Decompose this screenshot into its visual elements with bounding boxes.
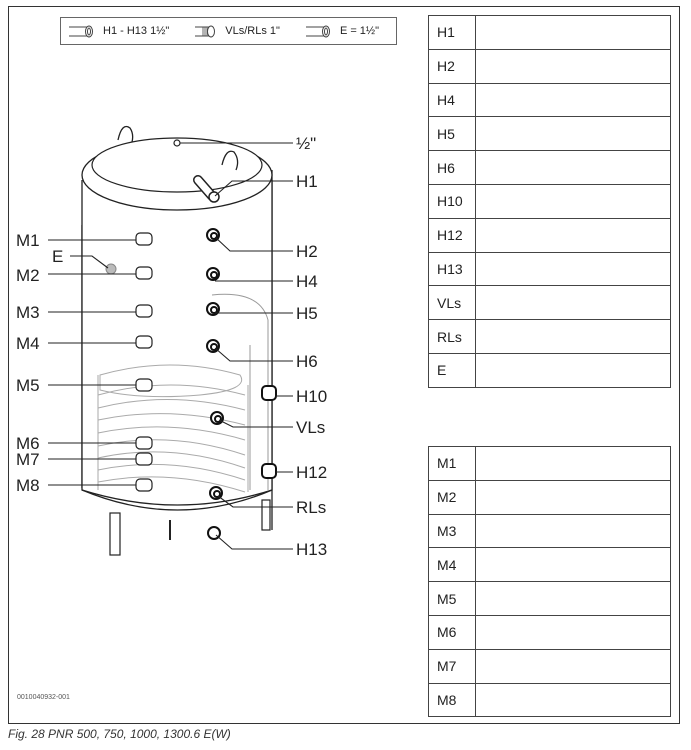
table-row	[429, 615, 671, 649]
legend-item-e	[306, 24, 379, 38]
table-row	[429, 480, 671, 514]
row-value-field[interactable]	[475, 480, 670, 514]
sensors-table	[428, 446, 671, 717]
row-key: H4	[429, 83, 476, 117]
pipe-thread-coarse-icon	[69, 24, 95, 38]
label-vls: VLs	[296, 418, 326, 437]
table-row	[429, 252, 671, 286]
table-row	[429, 184, 671, 218]
table-row	[429, 286, 671, 320]
figure-caption: Fig. 28 PNR 500, 750, 1000, 1300.6 E(W)	[8, 727, 231, 741]
row-key: M7	[429, 649, 476, 683]
row-key: H10	[429, 184, 476, 218]
pipe-thread-coarse-icon	[306, 24, 332, 38]
row-key: M5	[429, 582, 476, 616]
label-h4: H4	[296, 272, 318, 291]
e-socket	[106, 264, 116, 274]
connections-table	[428, 15, 671, 388]
row-key: H1	[429, 16, 476, 50]
table-row	[429, 151, 671, 185]
table-row	[429, 649, 671, 683]
table-row	[429, 83, 671, 117]
label-h2: H2	[296, 242, 318, 261]
table-row	[429, 218, 671, 252]
row-value-field[interactable]	[475, 447, 670, 481]
table-row	[429, 548, 671, 582]
row-value-field[interactable]	[475, 649, 670, 683]
row-key: H12	[429, 218, 476, 252]
row-key: RLs	[429, 320, 476, 354]
label-half-inch: ½"	[296, 134, 317, 153]
label-m6: M6	[16, 434, 40, 453]
label-m2: M2	[16, 266, 40, 285]
table-row	[429, 49, 671, 83]
label-e: E	[52, 247, 64, 266]
row-value-field[interactable]	[475, 117, 670, 151]
label-m7: M7	[16, 450, 40, 469]
row-value-field[interactable]	[475, 16, 670, 50]
label-h10: H10	[296, 387, 328, 406]
row-key: M6	[429, 615, 476, 649]
row-key: M1	[429, 447, 476, 481]
row-key: M8	[429, 683, 476, 717]
table-row	[429, 582, 671, 616]
label-m8: M8	[16, 476, 40, 495]
table-row	[429, 320, 671, 354]
tank-body	[82, 127, 272, 556]
row-key: M2	[429, 480, 476, 514]
storage-tank-diagram	[8, 50, 408, 570]
row-key: H6	[429, 151, 476, 185]
row-value-field[interactable]	[475, 548, 670, 582]
label-m4: M4	[16, 334, 40, 353]
label-h6: H6	[296, 352, 318, 371]
row-value-field[interactable]	[475, 683, 670, 717]
row-key: H2	[429, 49, 476, 83]
row-value-field[interactable]	[475, 49, 670, 83]
row-value-field[interactable]	[475, 83, 670, 117]
row-value-field[interactable]	[475, 353, 670, 387]
row-key: H5	[429, 117, 476, 151]
row-value-field[interactable]	[475, 151, 670, 185]
table-row	[429, 16, 671, 50]
drawing-code: 0010040932-001	[17, 694, 70, 701]
label-m5: M5	[16, 376, 40, 395]
table-row	[429, 514, 671, 548]
label-m3: M3	[16, 303, 40, 322]
table-row	[429, 117, 671, 151]
label-rls: RLs	[296, 498, 327, 517]
label-h12: H12	[296, 463, 328, 482]
row-value-field[interactable]	[475, 218, 670, 252]
label-m1: M1	[16, 231, 40, 250]
table-row	[429, 683, 671, 717]
row-key: M4	[429, 548, 476, 582]
row-value-field[interactable]	[475, 184, 670, 218]
row-value-field[interactable]	[475, 615, 670, 649]
legend-label: E = 1½"	[339, 25, 380, 37]
row-key: VLs	[429, 286, 476, 320]
label-h1: H1	[296, 172, 318, 191]
row-value-field[interactable]	[475, 286, 670, 320]
legend-label: VLs/RLs 1"	[225, 25, 280, 37]
row-key: M3	[429, 514, 476, 548]
row-value-field[interactable]	[475, 582, 670, 616]
table-row	[429, 353, 671, 387]
row-value-field[interactable]	[475, 320, 670, 354]
legend-item-h	[69, 24, 169, 38]
row-key: E	[429, 353, 476, 387]
row-value-field[interactable]	[475, 514, 670, 548]
pipe-thread-fine-icon	[195, 24, 217, 38]
legend-item-vls-rls	[195, 24, 280, 38]
table-row	[429, 447, 671, 481]
legend-label: H1 - H13 1½"	[103, 25, 170, 37]
thread-size-legend	[60, 17, 397, 45]
row-key: H13	[429, 252, 476, 286]
row-value-field[interactable]	[475, 252, 670, 286]
label-h13: H13	[296, 540, 328, 559]
label-h5: H5	[296, 304, 318, 323]
